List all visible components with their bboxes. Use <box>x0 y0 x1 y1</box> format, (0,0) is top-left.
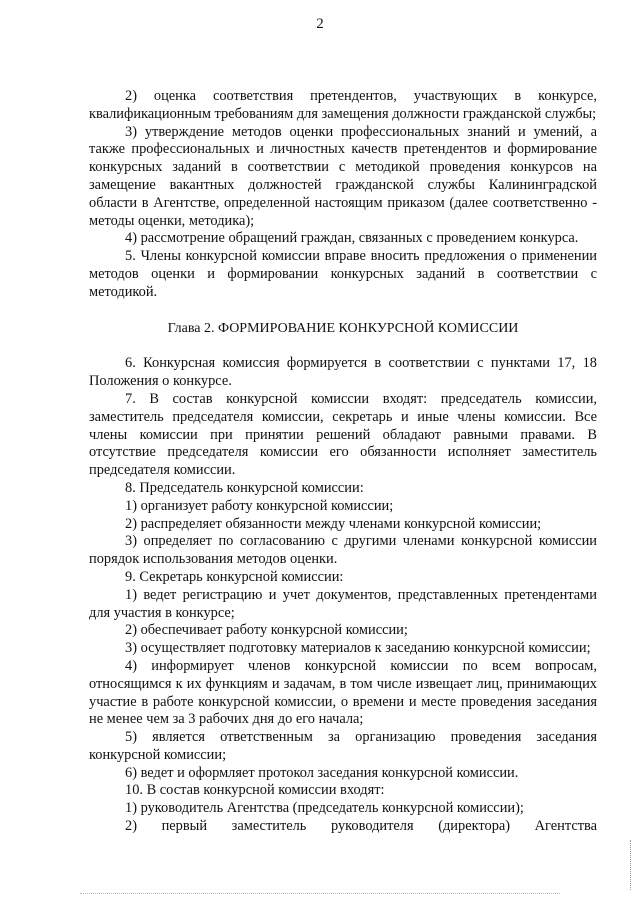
paragraph: 9. Секретарь конкурсной комиссии: <box>125 568 344 585</box>
page-number: 2 <box>316 16 324 32</box>
paragraph: 7. В состав конкурсной комиссии входят: председатель комиссии, заместитель председателя комиссии, секретарь и иные члены комиссии. Все члены комиссии при принятии решений обладают равными правами. В отсутствие председателя комиссии его обязанности исполняет заместитель председателя комиссии. <box>89 390 597 479</box>
paragraph: 6. Конкурсная комиссия формируется в соответствии с пунктами 17, 18 Положения о конкурсе. <box>89 355 597 390</box>
paragraph: 1) руководитель Агентства (председатель конкурсной комиссии); <box>125 800 524 817</box>
paragraph: 1) организует работу конкурсной комиссии; <box>125 497 394 514</box>
paragraph: 5) является ответственным за организацию проведения заседания конкурсной комиссии; <box>89 729 597 763</box>
paragraph: 3) осуществляет подготовку материалов к заседанию конкурсной комиссии; <box>125 640 591 657</box>
paragraph: 4) рассмотрение обращений граждан, связанных с проведением конкурса. <box>125 230 579 247</box>
paragraph: 2) обеспечивает работу конкурсной комиссии; <box>125 622 408 639</box>
chapter-heading: Глава 2. ФОРМИРОВАНИЕ КОНКУРСНОЙ КОМИССИИ <box>167 320 519 336</box>
paragraph: 3) утверждение методов оценки профессиональных знаний и умений, а также профессиональных и личностных качеств претендентов и формирование конкурсных заданий в соответствии с методикой проведения конкурсов на замещение вакантных должностей гражданской службы Калининградской области в Агентстве, определенной настоящим приказом (далее соответственно - методы оценки, методика); <box>89 123 597 229</box>
paragraph: 8. Председатель конкурсной комиссии: <box>125 479 364 496</box>
paragraph: 5. Члены конкурсной комиссии вправе вносить предложения о применении методов оценки и формировании конкурсных заданий в соответствии с методикой. <box>89 248 597 300</box>
paragraph: 1) ведет регистрацию и учет документов, представленных претендентами для участия в конкурсе; <box>89 586 597 621</box>
paragraph: 4) информирует членов конкурсной комиссии по всем вопросам, относящимся к их функциям и задачам, в том числе извещает лиц, принимающих участие в работе конкурсной комиссии, о времени и месте проведения заседания не менее чем за 3 рабочих дня до его начала; <box>89 657 597 728</box>
document-body <box>89 88 597 836</box>
scan-edge-marks <box>630 840 634 890</box>
paragraph: 2) первый заместитель руководителя (директора) Агентства <box>125 818 597 835</box>
paragraph: 2) оценка соответствия претендентов, участвующих в конкурсе, квалификационным требованиям для замещения должности гражданской службы; <box>89 88 597 122</box>
paragraph: 10. В состав конкурсной комиссии входят: <box>125 782 385 799</box>
paragraph: 6) ведет и оформляет протокол заседания конкурсной комиссии. <box>125 764 519 781</box>
paragraph: 2) распределяет обязанности между членами конкурсной комиссии; <box>125 515 542 532</box>
scan-bottom-marks <box>80 893 560 896</box>
paragraph: 3) определяет по согласованию с другими членами конкурсной комиссии порядок использования методов оценки. <box>89 533 597 568</box>
